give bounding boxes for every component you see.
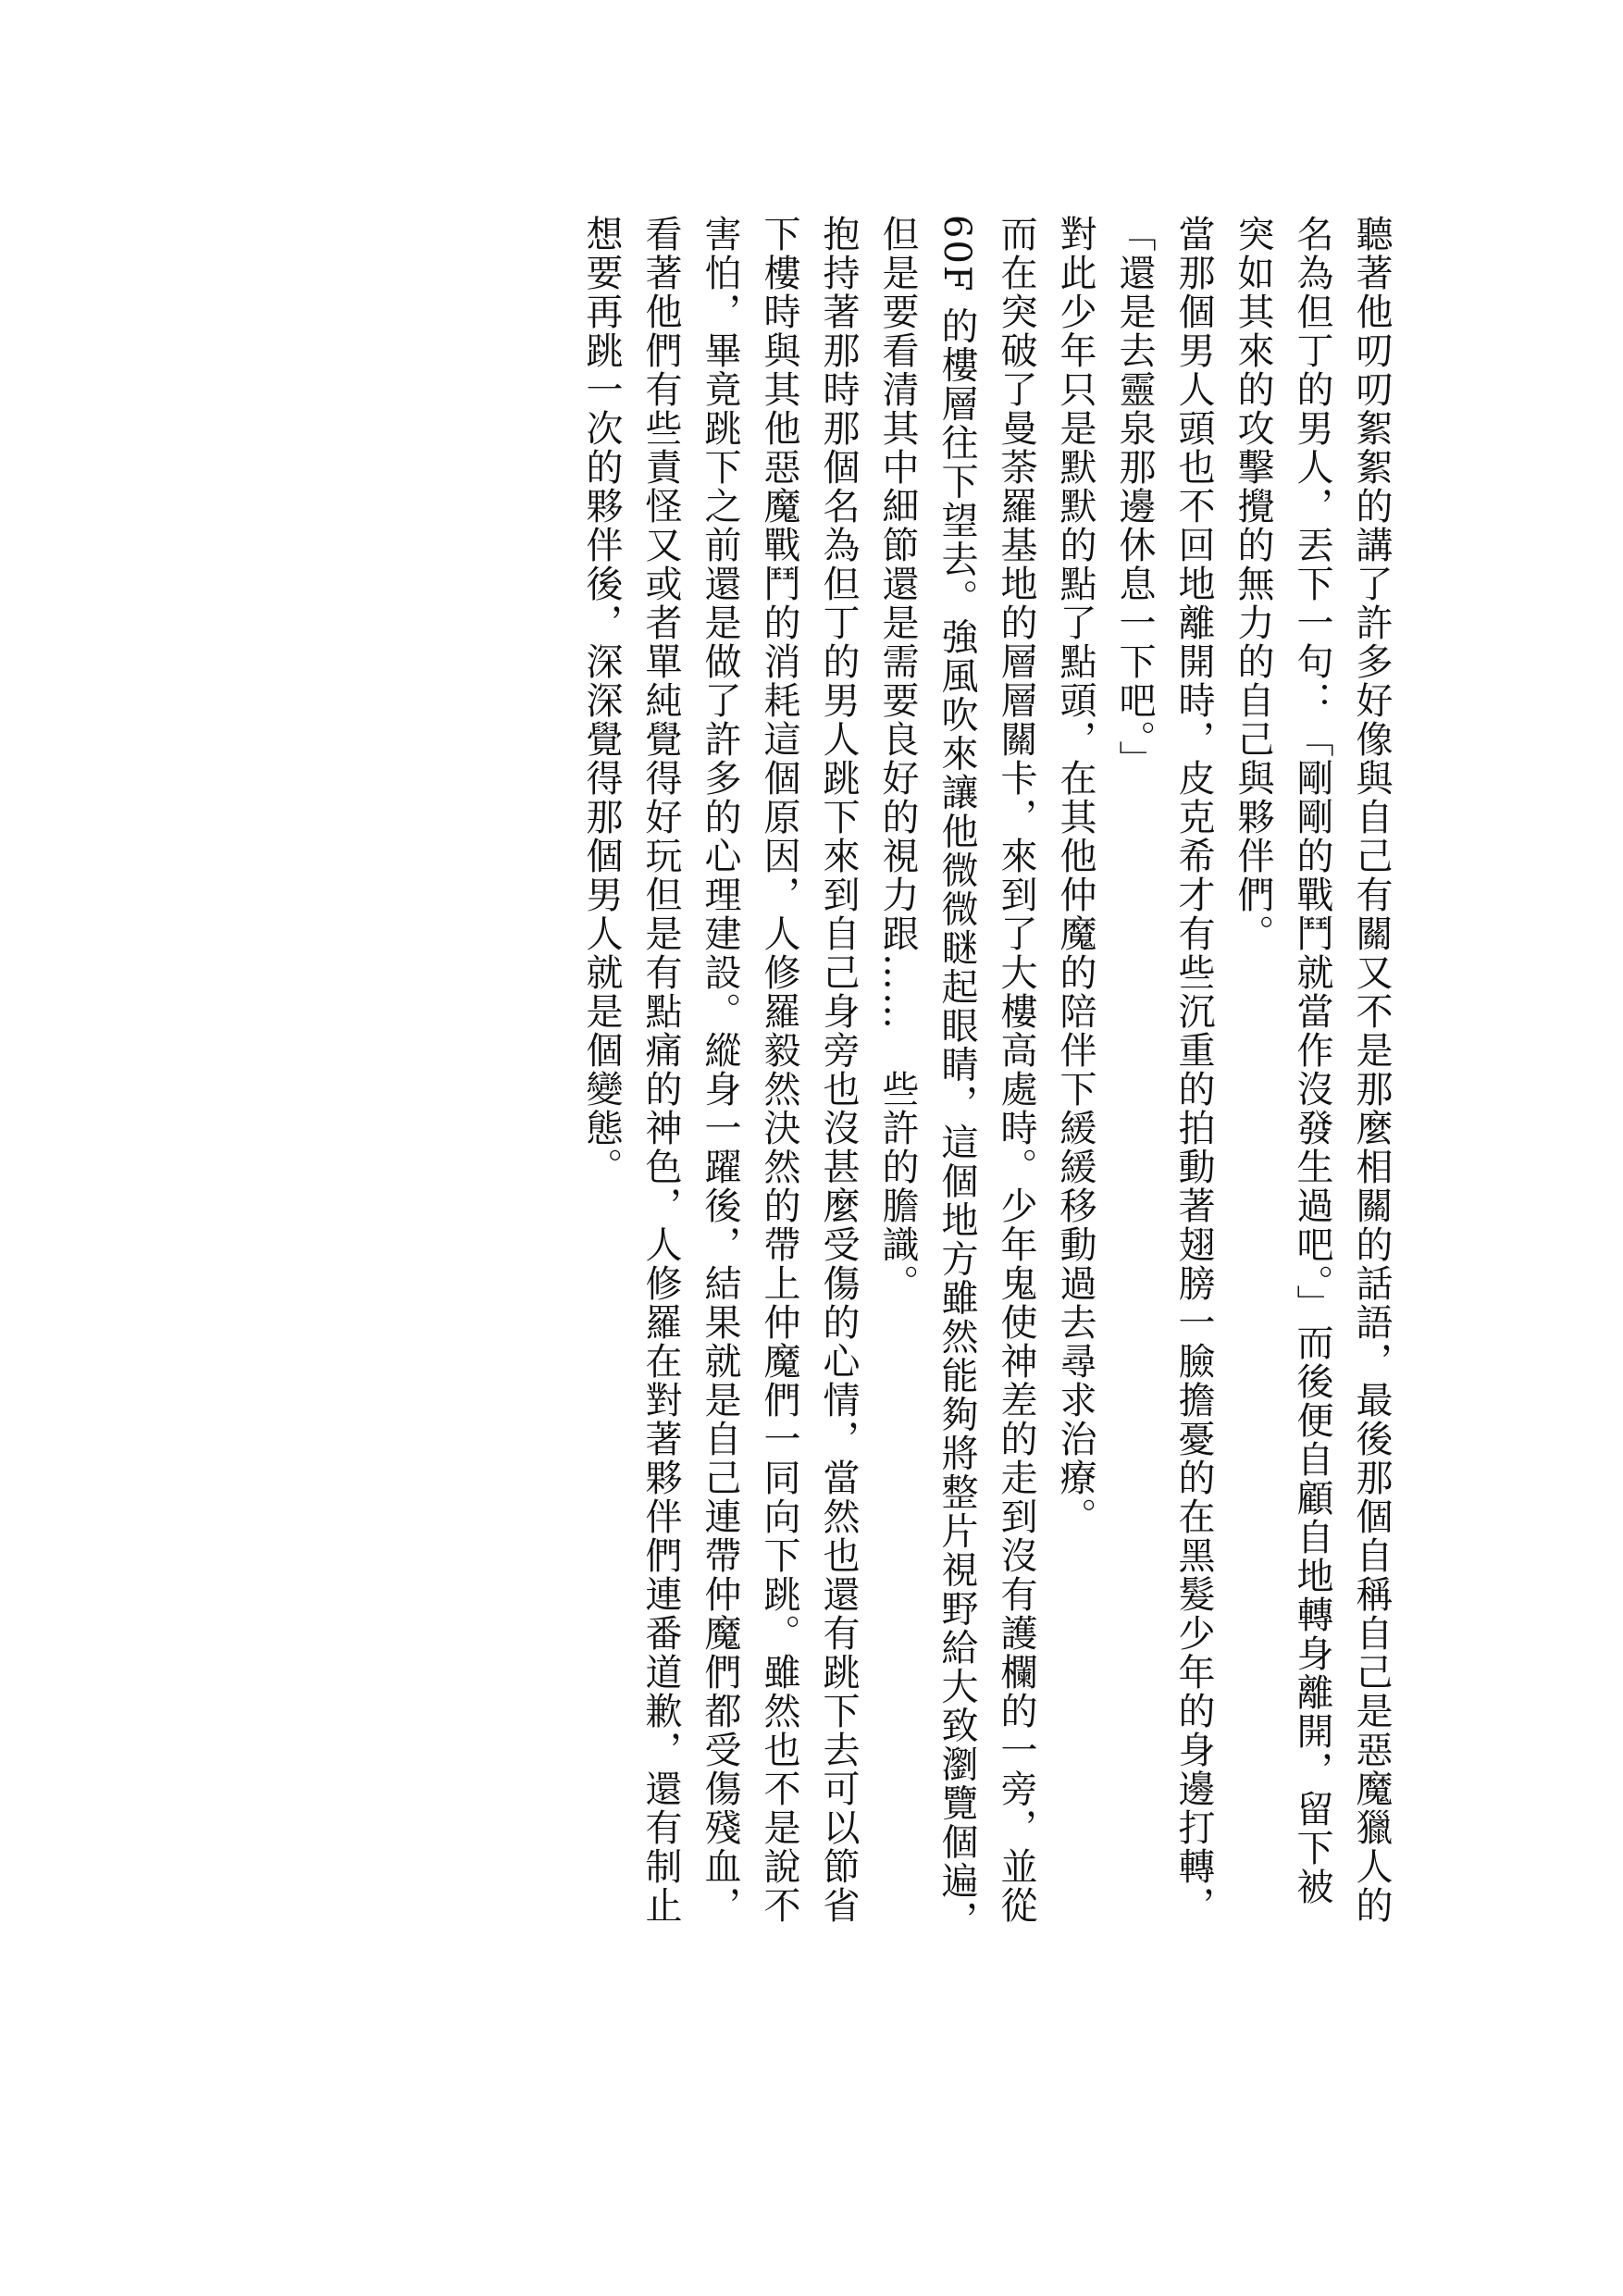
text-line-10: 而在突破了曼荼羅基地的層層關卡，來到了大樓高處時。少年鬼使神差的走到沒有護欄的一旁，並從 [995,215,1037,1925]
text-line-14: 抱持著那時那個名為但丁的男人跳下來到自己身旁也沒甚麼受傷的心情，當然也還有跳下去可以節省 [817,215,860,1925]
text-line-11: 60F 的樓層往下望去。強風吹來讓他微微瞇起眼睛，這個地方雖然能夠將整片視野給大致瀏覽個遍， [935,215,978,1940]
vertical-text-block [572,215,1401,2075]
text-line-3: 突如其來的攻擊攪的無力的自己與夥伴們。 [1232,215,1274,953]
text-line-16: 害怕，畢竟跳下之前還是做了許多的心理建設。縱身一躍後，結果就是自己連帶仲魔們都受傷殘血， [699,215,741,1925]
text-line-17: 看著他們有些責怪又或者單純覺得好玩但是有點痛的神色，人修羅在對著夥伴們連番道歉，還有制止 [639,215,682,1925]
text-line-15: 下樓時與其他惡魔戰鬥的消耗這個原因，人修羅毅然決然的帶上仲魔們一同向下跳。雖然也不是說不 [758,215,800,1925]
text-line-2: 名為但丁的男人，丟下一句：「剛剛的戰鬥就當作沒發生過吧。」而後便自顧自地轉身離開，留下被 [1291,215,1333,1906]
text-line-6: 「還是去靈泉那邊休息一下吧。」 [1113,215,1156,779]
text-line-1: 聽著他叨叨絮絮的講了許多好像與自己有關又不是那麼相關的話語，最後那個自稱自己是惡魔獵人的 [1350,215,1393,1925]
text-line-5: 當那個男人頭也不回地離開時，皮克希才有些沉重的拍動著翅膀一臉擔憂的在黑髮少年的身邊打轉， [1172,215,1215,1925]
text-line-18: 想要再跳一次的夥伴後，深深覺得那個男人就是個變態。 [580,215,623,1186]
text-line-12: 但是要看清其中細節還是需要良好的視力跟…… 些許的膽識。 [876,215,919,1303]
text-line-8: 對此少年只是默默的點了點頭，在其他仲魔的陪伴下緩緩移動過去尋求治療。 [1054,215,1096,1536]
